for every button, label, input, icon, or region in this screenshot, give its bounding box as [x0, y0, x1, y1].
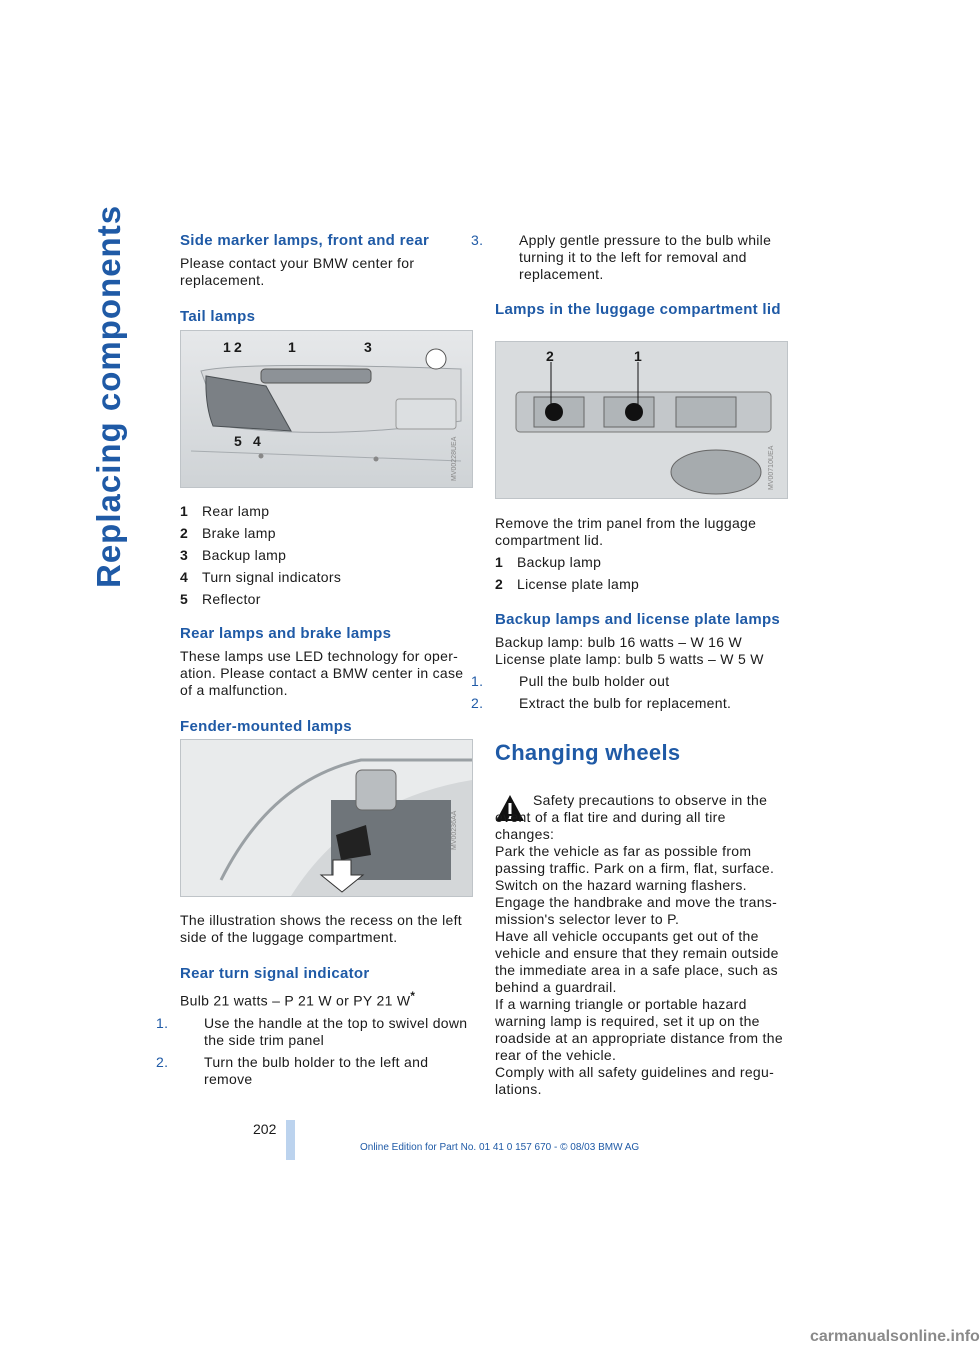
page-number: 202	[253, 1121, 277, 1137]
tail-callout-4: 4	[253, 433, 261, 449]
safety-line-2: Switch on the hazard warning flashers.	[495, 877, 747, 893]
heading-changing-wheels: Changing wheels	[495, 740, 681, 765]
left-column-mid	[180, 503, 472, 735]
rear-turn-step-2: 2. Turn the bulb holder to the left and remove	[156, 1053, 429, 1087]
footer-edition: Online Edition for Part No. 01 41 0 157 670 - © 08/03 BMW AG	[360, 1142, 640, 1153]
fender-lamps-illustration	[181, 740, 472, 896]
left-column	[180, 232, 472, 325]
tail-item-3: 3 Backup lamp	[180, 547, 287, 563]
tail-callout-2: 2	[234, 339, 242, 355]
heading-lid-lamps: Lamps in the luggage compartment lid	[495, 301, 781, 318]
right-column-mid	[471, 515, 787, 766]
step-3: 3. Apply gentle pressure to the bulb while turning it to the left for removal and replacement.	[471, 232, 772, 282]
tail-callout-1b: 1	[288, 339, 296, 355]
tail-item-2: 2 Brake lamp	[180, 525, 276, 541]
tail-callout-3: 3	[364, 339, 372, 355]
lid-callout-1: 1	[634, 348, 642, 364]
lid-text: Remove the trim panel from the luggage compartment lid.	[495, 515, 757, 548]
backup-line-2: License plate lamp: bulb 5 watts – W 5 W	[495, 651, 764, 667]
backup-step-1: 1. Pull the bulb holder out	[471, 673, 670, 689]
tail-item-4: 4 Turn signal indicators	[180, 569, 342, 585]
safety-line-3: Engage the handbrake and move the trans-mission's selector lever to P.	[495, 894, 778, 927]
fender-lamps-figure	[180, 739, 473, 897]
heading-fender-lamps: Fender-mounted lamps	[180, 718, 352, 735]
tail-lamps-figure	[180, 330, 473, 488]
warning-text: Safety precautions to observe in the event of a flat tire and during all tire changes:	[495, 792, 768, 842]
lid-lamps-illustration	[496, 342, 787, 498]
tail-item-1: 1 Rear lamp	[180, 503, 270, 519]
warning-block	[495, 792, 787, 1098]
footer-bar	[286, 1120, 295, 1160]
heading-rear-brake-lamps: Rear lamps and brake lamps	[180, 625, 392, 642]
tail-item-5: 5 Reflector	[180, 591, 261, 607]
tail-callout-5: 5	[234, 433, 242, 449]
rear-brake-text: These lamps use LED technology for oper-ation. Please contact a BMW center in case of a malfunction.	[180, 648, 464, 698]
heading-side-marker: Side marker lamps, front and rear	[180, 232, 430, 249]
heading-tail-lamps: Tail lamps	[180, 308, 256, 325]
rear-turn-bulb: Bulb 21 watts – P 21 W or PY 21 W*	[180, 990, 416, 1009]
fender-text: The illustration shows the recess on the left side of the luggage compartment.	[180, 912, 462, 945]
watermark: carmanualsonline.info	[810, 1328, 980, 1345]
tail-figure-code: MV00228UEA	[451, 436, 458, 481]
safety-line-1: Park the vehicle as far as possible from passing traffic. Park on a firm, flat, surface.	[495, 843, 775, 876]
right-column-top	[471, 232, 787, 318]
backup-line-1: Backup lamp: bulb 16 watts – W 16 W	[495, 634, 743, 650]
lid-lamps-figure	[495, 341, 788, 499]
heading-backup-lamps: Backup lamps and license plate lamps	[495, 611, 781, 628]
fender-figure-code: MV00236AA	[451, 810, 458, 850]
lid-item-2: 2 License plate lamp	[495, 576, 640, 592]
safety-line-4: Have all vehicle occupants get out of the vehicle and ensure that they remain outside the immediate area in a safe place, such as behind a guardrail.	[495, 928, 779, 995]
heading-rear-turn-signal: Rear turn signal indicator	[180, 965, 370, 982]
left-column-bottom	[156, 912, 472, 1088]
side-marker-text: Please contact your BMW center for replacement.	[180, 255, 415, 288]
lid-item-1: 1 Backup lamp	[495, 554, 602, 570]
lid-callout-2: 2	[546, 348, 554, 364]
rear-turn-step-1: 1. Use the handle at the top to swivel down the side trim panel	[156, 1014, 468, 1048]
optional-star: *	[410, 990, 416, 1003]
side-section-title: Replacing components	[90, 204, 127, 588]
lid-figure-code: MV00710UEA	[768, 445, 775, 490]
safety-line-6: Comply with all safety guidelines and regu-lations.	[495, 1064, 775, 1097]
backup-step-2: 2. Extract the bulb for replacement.	[471, 695, 732, 711]
safety-line-5: If a warning triangle or portable hazard warning lamp is required, set it up on the roadside at an appropriate distance from the rear of the vehicle.	[495, 996, 783, 1063]
tail-callout-1: 1	[223, 339, 231, 355]
